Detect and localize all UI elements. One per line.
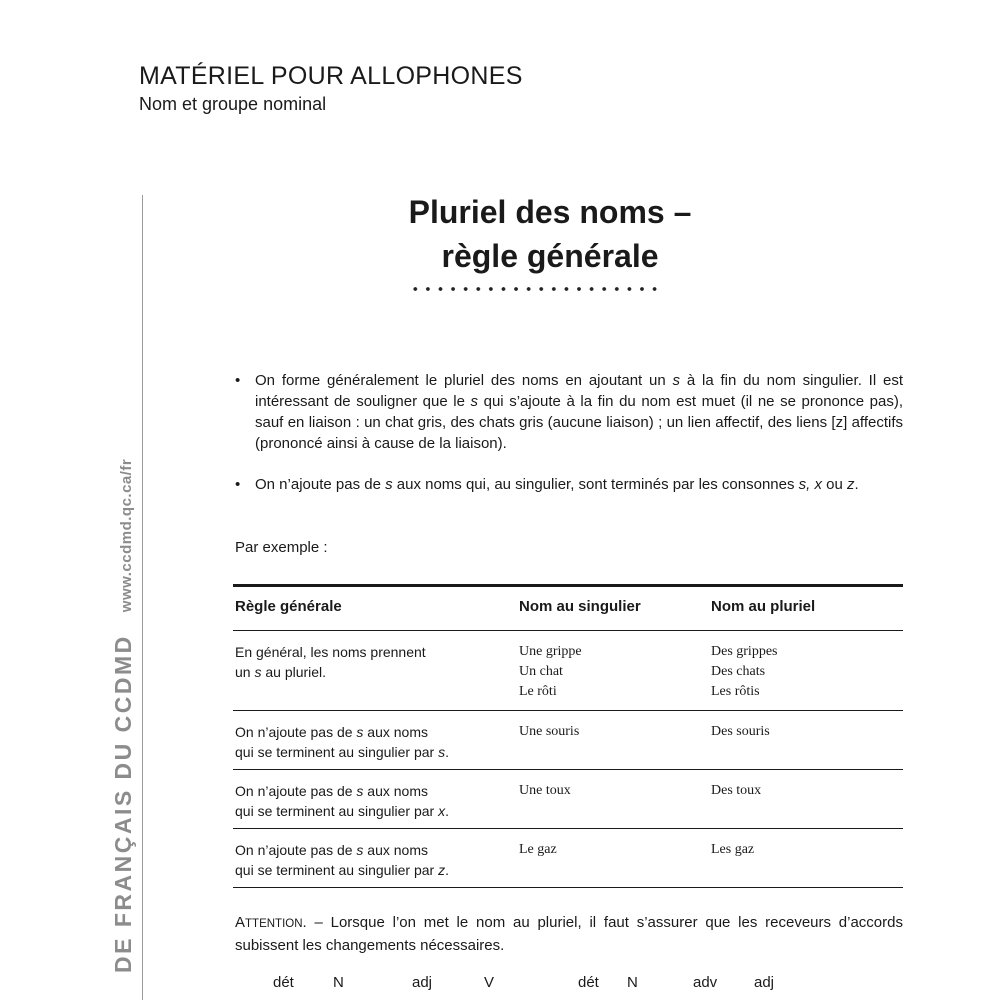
- text: On n’ajoute pas de: [235, 842, 357, 858]
- side-url: www.ccdmd.qc.ca/fr: [118, 458, 135, 613]
- example-word: Des chats: [711, 664, 766, 679]
- title-line-1: Pluriel des noms –: [408, 194, 692, 230]
- example-word: Une toux: [519, 783, 571, 798]
- grammar-label: adj: [754, 974, 775, 991]
- text: On n’ajoute pas de: [235, 724, 357, 740]
- plural-cell: [711, 840, 891, 860]
- text-italic: x: [438, 803, 446, 819]
- singular-cell: [519, 840, 699, 860]
- text: .: [445, 803, 449, 819]
- example-word: Des souris: [711, 724, 770, 739]
- side-banner-text: [110, 453, 137, 973]
- table-row: [233, 770, 903, 829]
- text-italic: s: [356, 842, 364, 858]
- grammar-label: V: [484, 974, 495, 991]
- side-brand: DE FRANÇAIS DU CCDMD: [110, 634, 136, 973]
- header-plural: Nom au pluriel: [711, 598, 816, 615]
- text-italic: s: [356, 783, 364, 799]
- grammar-label: N: [333, 974, 344, 991]
- text-italic: s: [356, 724, 364, 740]
- plural-table: [233, 584, 903, 888]
- rule-cell: [235, 781, 495, 821]
- small-caps-text: TTENTION: [245, 918, 303, 930]
- content: [235, 370, 904, 556]
- text: On forme généralement le pluriel des noms en ajoutant un: [255, 372, 673, 389]
- header-singular: Nom au singulier: [519, 598, 641, 615]
- example-word: Le rôti: [519, 684, 557, 699]
- bullet-exception-rule: [235, 474, 923, 495]
- singular-cell: [519, 781, 699, 801]
- example-word: Une grippe: [519, 644, 582, 659]
- table-row: [233, 829, 903, 888]
- text: On n’ajoute pas de: [255, 476, 386, 493]
- example-word: Les rôtis: [711, 684, 760, 699]
- text: aux noms: [363, 842, 429, 858]
- text-italic: z: [847, 476, 855, 493]
- text-italic: s: [385, 476, 393, 493]
- bullet-icon: •: [235, 372, 241, 389]
- text: .: [445, 744, 449, 760]
- text: .: [854, 476, 859, 493]
- text: un: [235, 664, 255, 680]
- text: On n’ajoute pas de: [235, 783, 357, 799]
- text: A: [235, 914, 246, 931]
- document-header: [139, 60, 523, 116]
- attention-note: [235, 912, 903, 956]
- table-header-row: [233, 587, 903, 631]
- text: .: [445, 862, 449, 878]
- example-label: Par exemple :: [235, 539, 328, 556]
- series-title: MATÉRIEL POUR ALLOPHONES: [139, 62, 523, 90]
- text-italic: z: [438, 862, 446, 878]
- text: au pluriel.: [261, 664, 327, 680]
- bullet-general-rule: [235, 370, 903, 454]
- text-italic: s: [672, 372, 681, 389]
- text-italic: s: [254, 664, 262, 680]
- rule-cell: [235, 642, 495, 682]
- text: qui se terminent au singulier par: [235, 744, 439, 760]
- example-word: Des grippes: [711, 644, 778, 659]
- bullet-icon: •: [235, 476, 241, 493]
- text-italic: s: [438, 744, 446, 760]
- example-word: Un chat: [519, 664, 563, 679]
- text: à la fin du nom singulier. Il est intéressant de souligner que le: [255, 372, 904, 410]
- grammar-label: adv: [693, 974, 718, 991]
- example-word: Une souris: [519, 724, 580, 739]
- singular-cell: [519, 722, 699, 742]
- text-italic: s, x: [798, 476, 822, 493]
- page-title: [300, 190, 800, 278]
- margin-rule: [142, 195, 143, 1000]
- text: ou: [822, 476, 848, 493]
- grammar-label: dét: [273, 974, 294, 991]
- subtitle: Nom et groupe nominal: [139, 94, 327, 114]
- plural-cell: [711, 781, 891, 801]
- text: aux noms: [363, 783, 429, 799]
- title-line-2: règle générale: [441, 238, 659, 274]
- plural-cell: [711, 642, 891, 702]
- text: qui se terminent au singulier par: [235, 862, 439, 878]
- example-word: Des toux: [711, 783, 762, 798]
- grammar-label: dét: [578, 974, 599, 991]
- singular-cell: [519, 642, 699, 702]
- text: qui s’ajoute à la fin du nom est muet (il ne se prononce pas), sauf en liaison : un chat gris, des chats gris (aucune liaison) ; un lien affectif, des liens [z] affectifs (prononcé ainsi à cause de la liaison).: [255, 393, 903, 452]
- header-rule: Règle générale: [235, 598, 342, 615]
- text: aux noms qui, au singulier, sont terminés par les consonnes: [392, 476, 799, 493]
- title-dotted-rule: [409, 286, 661, 292]
- text: . – Lorsque l’on met le nom au pluriel, il faut s’assurer que les receveurs d’accords subissent les changements nécessaires.: [235, 914, 903, 954]
- grammar-label: N: [627, 974, 638, 991]
- text: aux noms: [363, 724, 429, 740]
- text: En général, les noms prennent: [235, 644, 426, 660]
- plural-cell: [711, 722, 891, 742]
- rule-cell: [235, 722, 495, 762]
- table-row: [233, 711, 903, 770]
- grammar-label: adj: [412, 974, 433, 991]
- text: qui se terminent au singulier par: [235, 803, 439, 819]
- example-word: Les gaz: [711, 842, 755, 857]
- text-italic: s: [470, 393, 479, 410]
- rule-cell: [235, 840, 495, 880]
- table-row: [233, 631, 903, 711]
- example-word: Le gaz: [519, 842, 557, 857]
